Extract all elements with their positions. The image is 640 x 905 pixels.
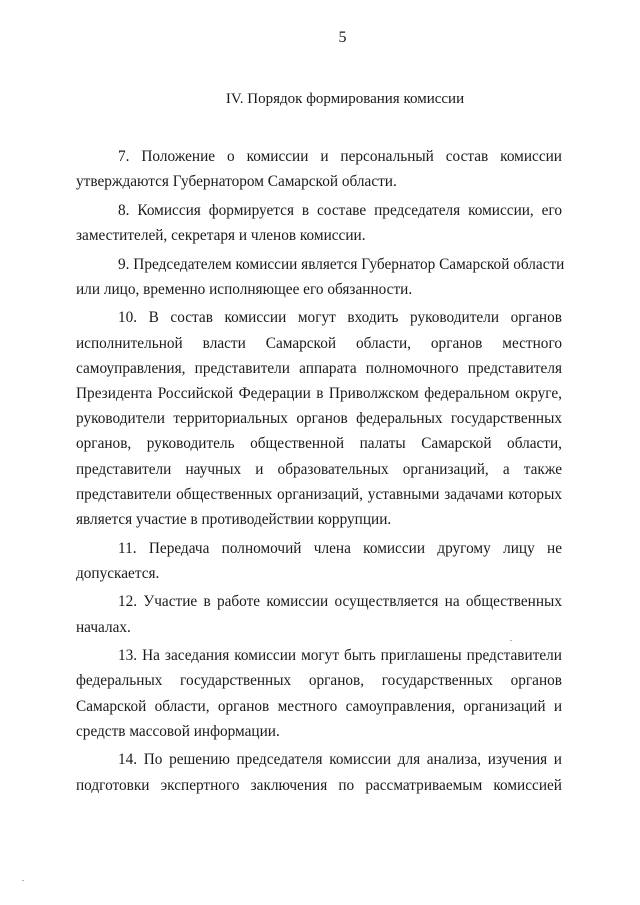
paragraph-line: 13. На заседания комиссии могут быть приглашены представители [118, 647, 562, 665]
paragraph-line: допускается. [76, 564, 160, 582]
paragraph-line: 14. По решению председателя комиссии для анализа, изучения и [118, 751, 562, 769]
paragraph-line: утверждаются Губернатором Самарской области. [76, 173, 397, 191]
paragraph-line: 9. Председателем комиссии является Губернатор Самарской области [118, 255, 565, 273]
paragraph-line: 7. Положение о комиссии и персональный состав комиссии [118, 148, 562, 165]
paragraph-line: представители научных и образовательных организаций, а также [76, 460, 562, 478]
paragraph [76, 643, 562, 744]
paragraph-line: 8. Комиссия формируется в составе председателя комиссии, его [118, 201, 562, 219]
paragraph-line: началах. [76, 618, 131, 636]
paragraph-line: Президента Российской Федерации в Приволжском федеральном округе, [76, 385, 562, 402]
paragraph-line: представители общественных организаций, уставными задачами которых [76, 485, 562, 503]
paragraph [76, 144, 562, 194]
paragraph [76, 589, 562, 639]
paragraph-line: 11. Передача полномочий члена комиссии другому лицу не [118, 539, 562, 557]
paragraph-line: руководители территориальных органов федеральных государственных [76, 410, 562, 428]
scan-speck [22, 880, 24, 881]
paragraph-line: подготовки экспертного заключения по рассматриваемым комиссией [76, 776, 562, 794]
paragraph-line: заместителей, секретаря и членов комиссии. [76, 227, 366, 244]
paragraph-line: органов, руководитель общественной палаты Самарской области, [76, 435, 562, 453]
paragraph-line: средств массовой информации. [76, 722, 280, 740]
paragraph-line: самоуправления, представители аппарата полномочного представителя [76, 359, 562, 377]
paragraph [76, 747, 562, 797]
section-title: IV. Порядок формирования комиссии [225, 91, 465, 107]
paragraph-line: или лицо, временно исполняющее его обязанности. [76, 280, 413, 298]
paragraph [76, 252, 565, 302]
scan-speck [510, 640, 512, 641]
paragraph-line: федеральных государственных органов, государственных органов [76, 672, 562, 690]
document-body [76, 144, 565, 801]
paragraph-line: 12. Участие в работе комиссии осуществляется на общественных [118, 593, 562, 611]
page-number: 5 [338, 29, 347, 46]
paragraph-line: 10. В состав комиссии могут входить руководители органов [118, 309, 562, 327]
paragraph [76, 305, 562, 532]
paragraph [76, 536, 562, 586]
paragraph [76, 198, 562, 248]
paragraph-line: является участие в противодействии коррупции. [76, 511, 392, 529]
paragraph-line: исполнительной власти Самарской области, органов местного [76, 334, 562, 352]
paragraph-line: Самарской области, органов местного самоуправления, организаций и [76, 697, 562, 715]
